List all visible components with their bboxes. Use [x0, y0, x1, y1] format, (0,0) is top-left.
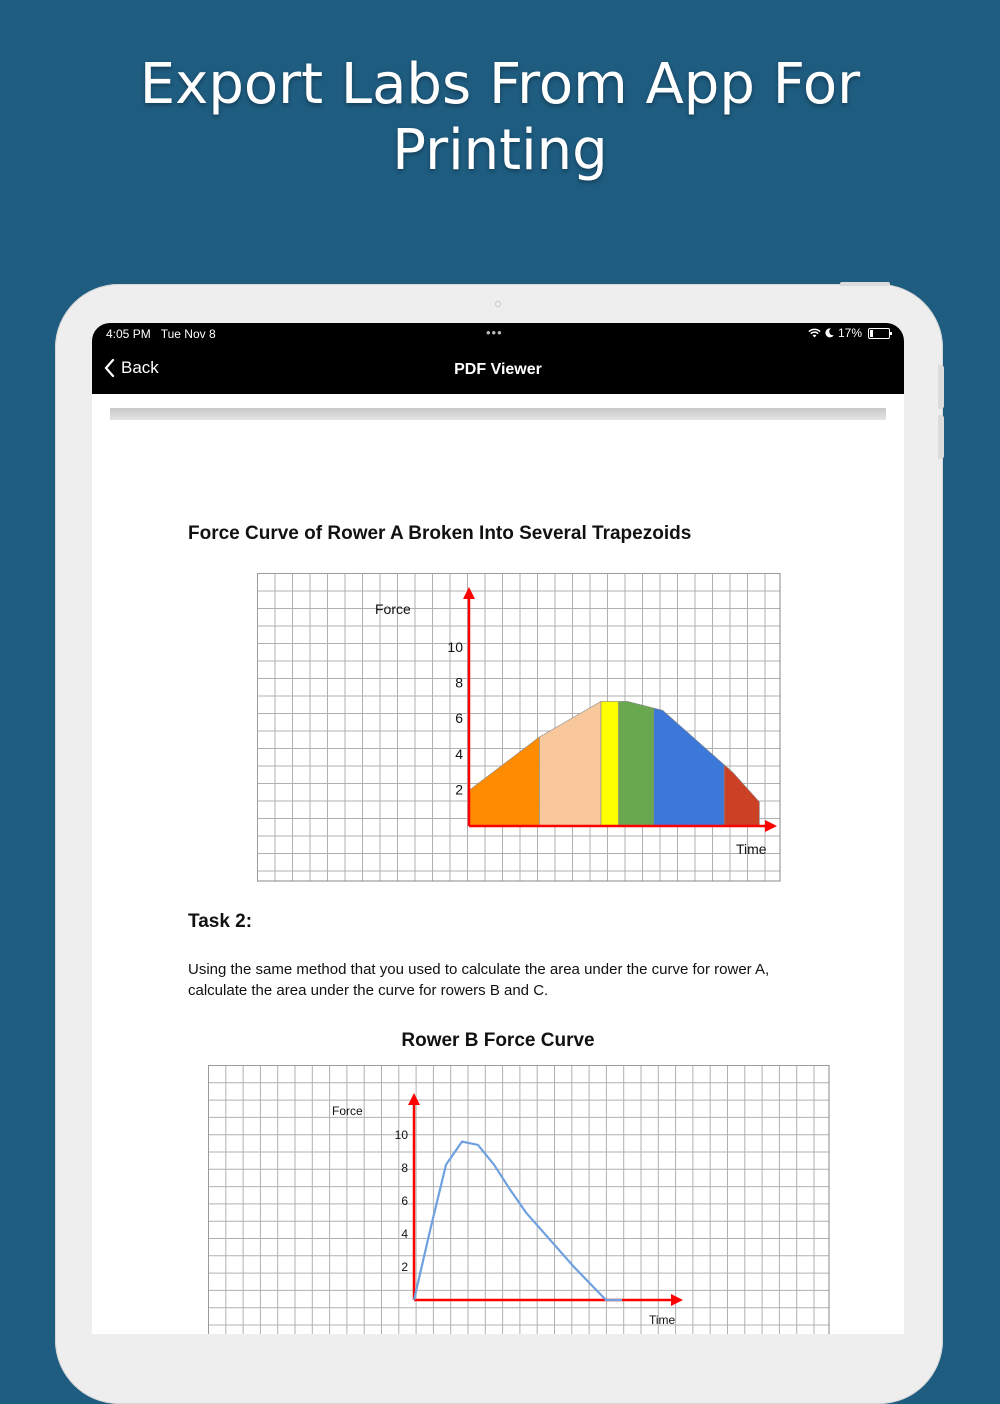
trapezoid-2	[539, 701, 601, 826]
task-heading: Task 2:	[188, 911, 253, 932]
y-tick-label: 10	[447, 639, 463, 655]
headline-line1: Export Labs From App For	[139, 52, 861, 117]
nav-bar	[92, 347, 904, 394]
rower-a-chart	[257, 573, 782, 883]
battery-percent: 17%	[837, 326, 862, 340]
trapezoid-1	[469, 737, 539, 826]
moon-icon	[825, 328, 834, 338]
y-tick-label: 4	[401, 1227, 408, 1241]
wifi-icon	[808, 328, 821, 338]
y-axis-label: Force	[332, 1104, 363, 1118]
y-axis-arrow	[408, 1093, 420, 1105]
volume-up-button	[938, 365, 944, 409]
headline	[0, 52, 1000, 184]
multitask-dots-icon[interactable]: •••	[486, 325, 503, 340]
y-axis-label: Force	[375, 601, 411, 617]
headline-line2: Printing	[392, 118, 608, 183]
trapezoid-5	[654, 708, 724, 826]
chart1-border	[257, 573, 780, 881]
y-tick-label: 8	[455, 674, 463, 691]
chart2-border	[208, 1065, 829, 1334]
rower-b-chart	[208, 1065, 831, 1334]
x-axis-label: Time	[649, 1313, 676, 1327]
top-button	[840, 282, 890, 286]
status-bar	[92, 323, 904, 347]
chart2-title: Rower B Force Curve	[401, 1030, 595, 1051]
battery-icon	[868, 328, 890, 339]
task-text: Using the same method that you used to calculate the area under the curve for rower A, calculate the area under the curve for rowers B and C.	[188, 961, 770, 999]
status-indicators	[808, 326, 890, 340]
screen	[92, 323, 904, 1334]
chart1-title: Force Curve of Rower A Broken Into Several Trapezoids	[188, 523, 692, 544]
trapezoid-4	[619, 701, 654, 826]
y-tick-label: 4	[455, 745, 463, 762]
y-tick-label: 6	[401, 1194, 408, 1208]
y-tick-label: 6	[455, 710, 463, 727]
y-tick-label: 2	[455, 781, 463, 798]
status-time: 4:05 PM Tue Nov 8	[106, 327, 216, 341]
trapezoid-6	[724, 765, 759, 826]
x-axis-arrow	[765, 820, 777, 832]
x-axis-arrow	[671, 1294, 683, 1306]
x-axis-label: Time	[736, 841, 767, 857]
page-separator	[110, 408, 886, 420]
trapezoid-3	[601, 701, 619, 826]
camera-icon	[495, 301, 501, 307]
y-tick-label: 10	[394, 1128, 408, 1142]
y-tick-label: 2	[401, 1260, 408, 1274]
y-axis-arrow	[463, 587, 475, 599]
nav-title: PDF Viewer	[454, 361, 542, 378]
back-label: Back	[121, 358, 159, 377]
y-tick-label: 8	[401, 1161, 408, 1175]
volume-down-button	[938, 415, 944, 459]
